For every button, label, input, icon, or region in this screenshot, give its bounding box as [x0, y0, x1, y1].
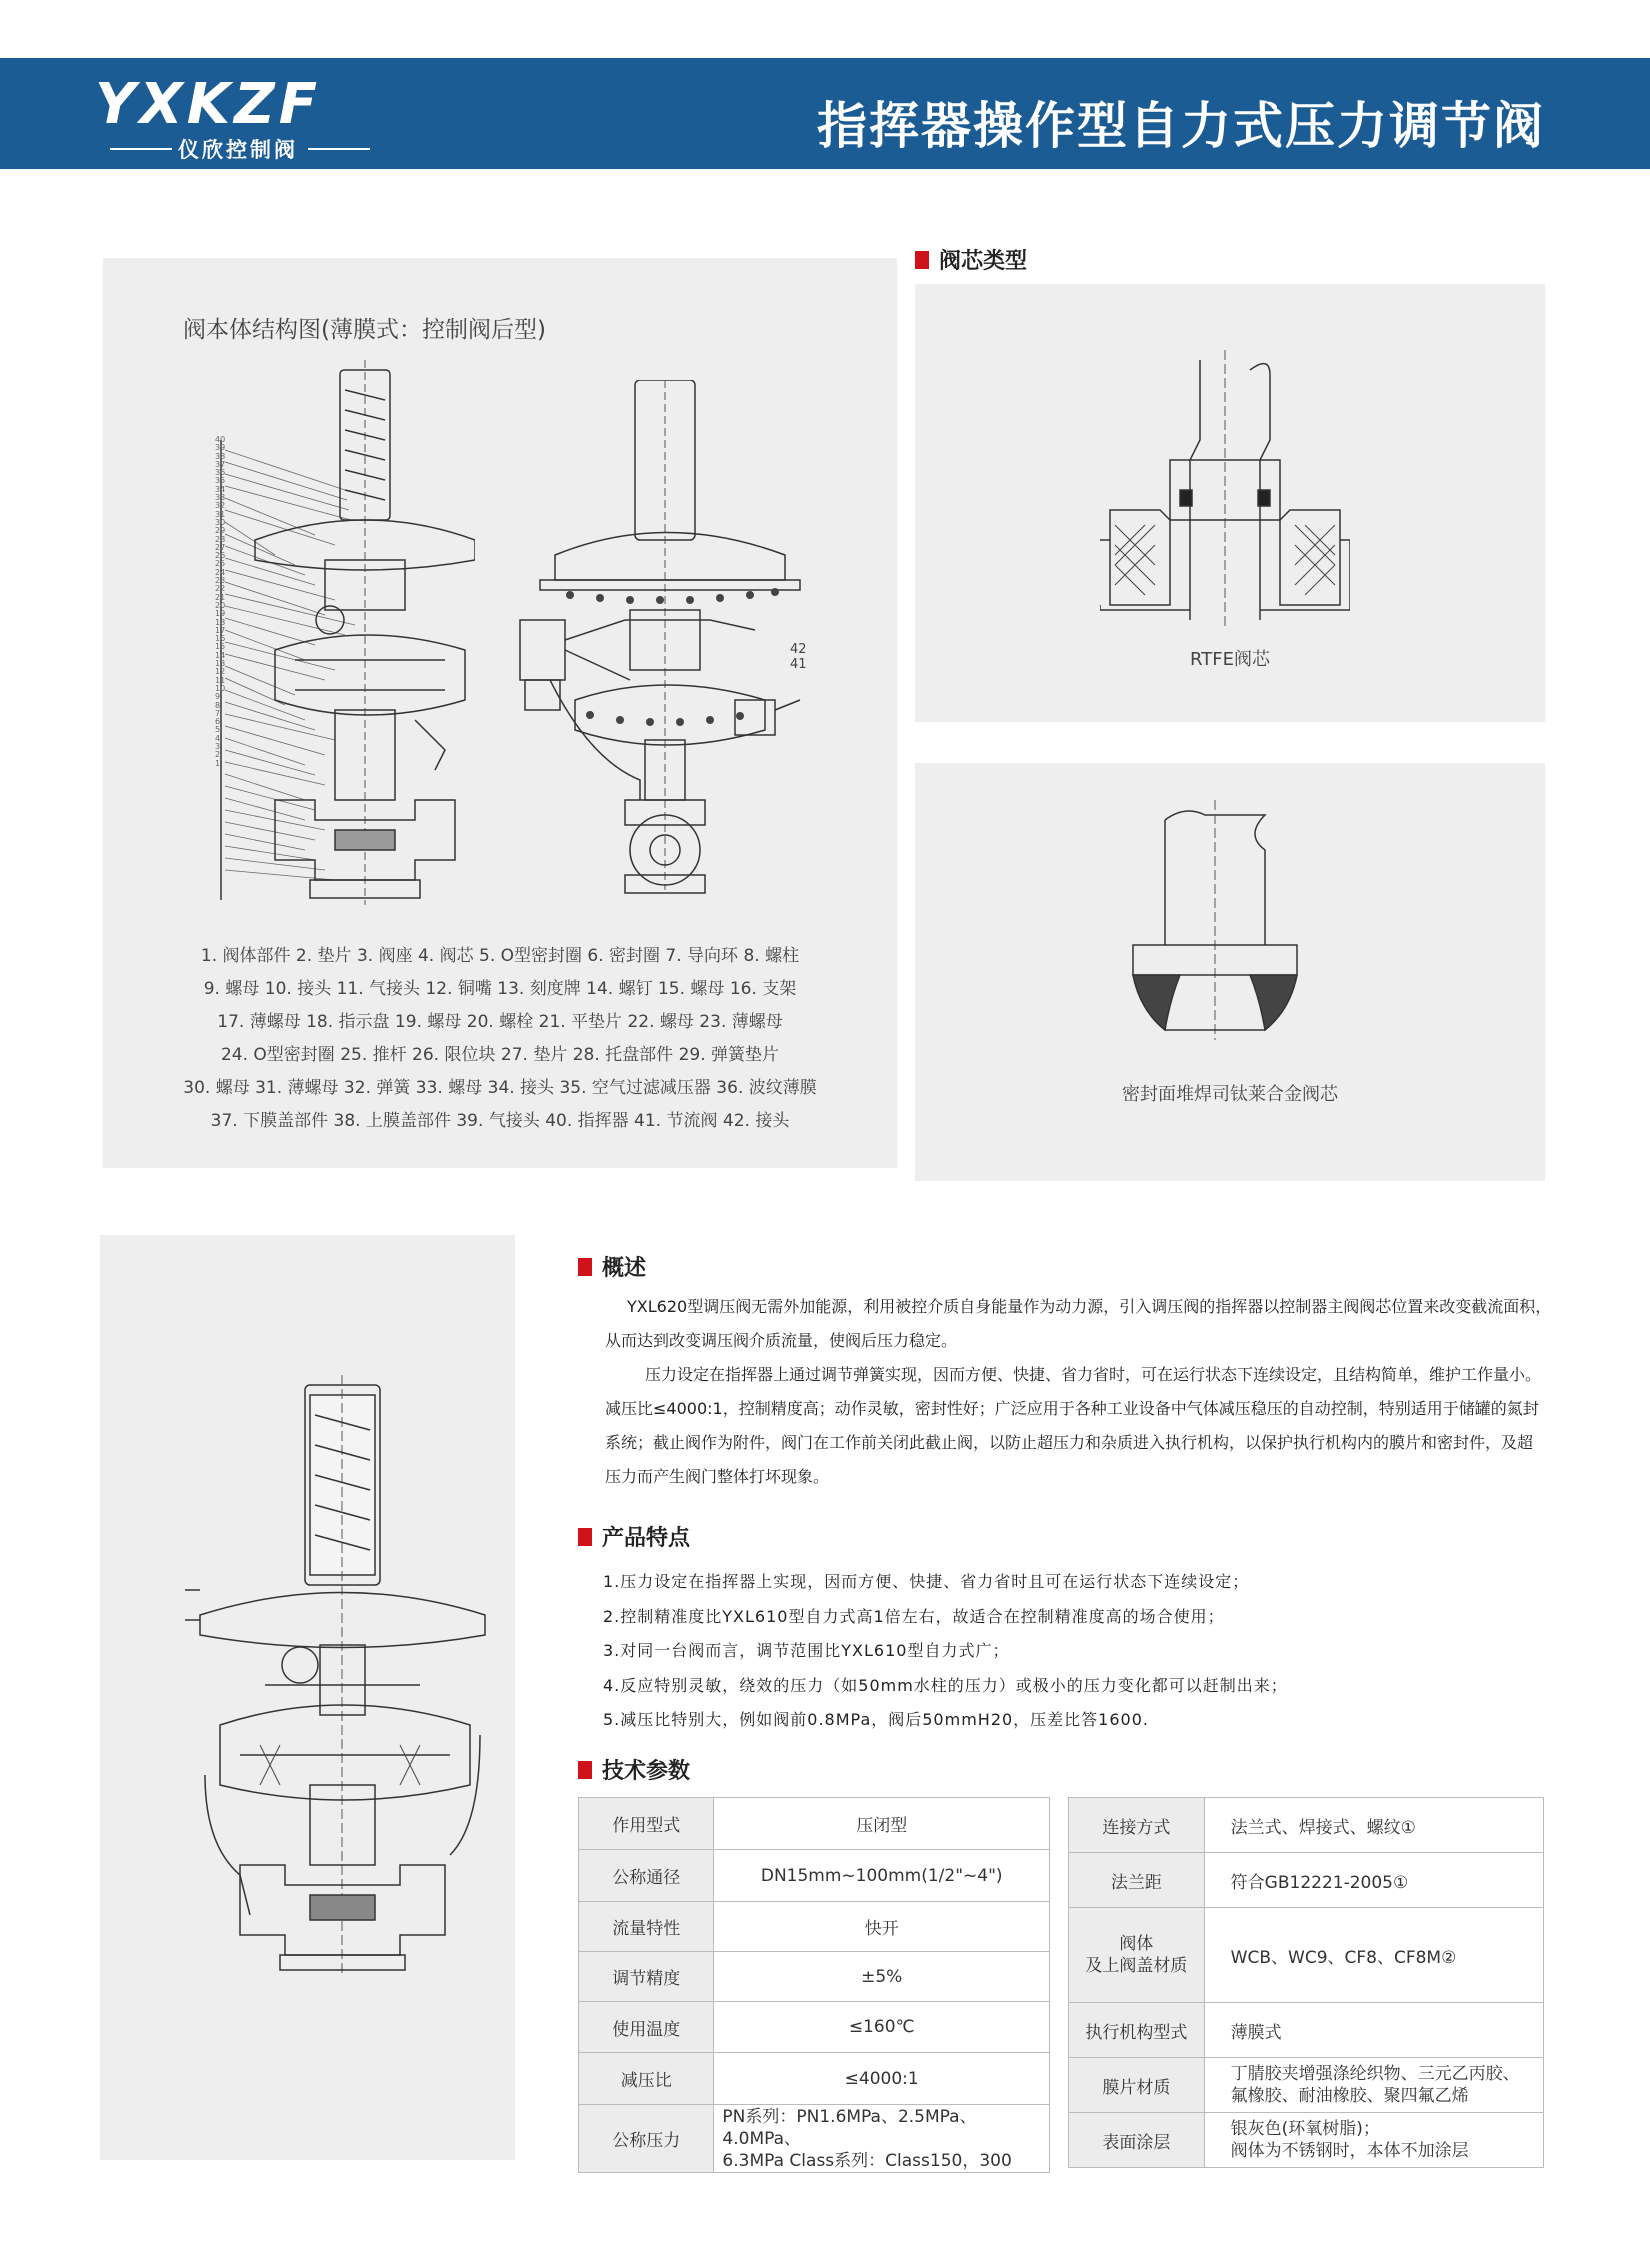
callout-41: 41	[790, 657, 807, 672]
spec-key	[1069, 1908, 1205, 2003]
overview-heading	[578, 1251, 646, 1282]
spec-key: 使用温度	[579, 2002, 714, 2053]
spec-value: 符合GB12221-2005①	[1204, 1853, 1543, 1908]
features-heading	[578, 1521, 690, 1552]
table-row	[579, 2105, 1050, 2173]
section-marker	[578, 1258, 592, 1276]
valve-core-title: 阀芯类型	[939, 249, 1028, 274]
spec-value	[1204, 2113, 1543, 2168]
parts-line: 37. 下膜盖部件 38. 上膜盖部件 39. 气接头 40. 指挥器 41. 节流阀 42. 接头	[210, 1111, 790, 1131]
spec-value: ≤4000:1	[714, 2053, 1050, 2105]
feature-item: 1.压力设定在指挥器上实现，因而方便、快捷、省力省时且可在运行状态下连续设定；	[603, 1572, 1250, 1591]
features-list	[603, 1565, 1553, 1738]
table-row	[1069, 1798, 1544, 1853]
spec-key: 法兰距	[1069, 1853, 1205, 1908]
parts-line: 24. O型密封圈 25. 推杆 26. 限位块 27. 垫片 28. 托盘部件 29. 弹簧垫片	[220, 1045, 780, 1065]
external-view-drawing	[510, 380, 830, 900]
table-row	[579, 2002, 1050, 2053]
spec-value: DN15mm~100mm(1/2"~4")	[714, 1850, 1050, 1902]
structure-title: 阀本体结构图(薄膜式：控制阀后型)	[183, 317, 546, 343]
section-marker	[578, 1528, 592, 1546]
spec-value: 法兰式、焊接式、螺纹①	[1204, 1798, 1543, 1853]
rtfe-core-drawing	[1100, 350, 1350, 630]
spec-key: 连接方式	[1069, 1798, 1205, 1853]
table-row	[579, 1902, 1050, 1952]
spec-key: 公称通径	[579, 1850, 714, 1902]
overview-text	[605, 1290, 1555, 1494]
table-row	[1069, 1853, 1544, 1908]
spec-value-line: 氟橡胶、耐油橡胶、聚四氟乙烯	[1230, 2086, 1469, 2106]
table-row	[1069, 2003, 1544, 2058]
spec-value: 快开	[714, 1902, 1050, 1952]
feature-item: 2.控制精准度比YXL610型自力式高1倍左右，故适合在控制精准度高的场合使用；	[603, 1606, 1225, 1626]
tech-title: 技术参数	[602, 1759, 691, 1784]
table-row	[579, 1952, 1050, 2002]
valve-section-drawing	[180, 1375, 500, 1975]
overview-line: 压力设定在指挥器上通过调节弹簧实现，因而方便、快捷、省力省时，可在运行状态下连续设定，且结构简单，维护工作量小。	[645, 1365, 1542, 1384]
page-title: 指挥器操作型自力式压力调节阀	[817, 97, 1545, 155]
stellite-core-drawing	[1125, 800, 1325, 1050]
spec-key-line: 及上阀盖材质	[1085, 1956, 1188, 1976]
spec-value: ≤160℃	[714, 2002, 1050, 2053]
spec-value-line: PN系列：PN1.6MPa、2.5MPa、4.0MPa、	[722, 2106, 977, 2149]
spec-value: 压闭型	[714, 1798, 1050, 1850]
table-row	[1069, 2058, 1544, 2113]
overview-line: 减压比≤4000:1，控制精度高；动作灵敏，密封性好；广泛应用于各种工业设备中气体减压稳压的自动控制，特别适用于储罐的氮封	[605, 1399, 1539, 1418]
spec-value-line: 阀体为不锈钢时，本体不加涂层	[1230, 2141, 1469, 2161]
spec-table-left	[578, 1797, 1050, 2173]
spec-value: WCB、WC9、CF8、CF8M②	[1204, 1908, 1543, 2003]
table-row	[579, 1850, 1050, 1902]
sectional-view-drawing	[215, 360, 475, 915]
spec-value-line: 6.3MPa Class系列：Class150，300	[722, 2150, 1012, 2171]
table-row	[1069, 1908, 1544, 2003]
overview-line: YXL620型调压阀无需外加能源，利用被控介质自身能量作为动力源，引入调压阀的指挥器以控制器主阀阀芯位置来改变截流面积，	[627, 1297, 1552, 1316]
spec-key: 调节精度	[579, 1952, 714, 2002]
stellite-core-caption: 密封面堆焊司钛莱合金阀芯	[1122, 1084, 1338, 1105]
parts-line: 17. 薄螺母 18. 指示盘 19. 螺母 20. 螺栓 21. 平垫片 22. 螺母 23. 薄螺母	[217, 1012, 783, 1032]
spec-value	[714, 2105, 1050, 2173]
spec-key: 公称压力	[579, 2105, 714, 2173]
overview-line: 从而达到改变调压阀介质流量，使阀后压力稳定。	[605, 1331, 958, 1350]
callout-42: 42	[790, 642, 807, 657]
spec-value	[1204, 2058, 1543, 2113]
logo: YXKZF	[95, 72, 321, 137]
rtfe-core-caption: RTFE阀芯	[1190, 649, 1270, 670]
spec-key: 膜片材质	[1069, 2058, 1205, 2113]
spec-value-line: 丁腈胶夹增强涤纶织物、三元乙丙胶、	[1230, 2064, 1520, 2084]
logo-line-left	[110, 148, 172, 150]
parts-line: 9. 螺母 10. 接头 11. 气接头 12. 铜嘴 13. 刻度牌 14. 螺钉 15. 螺母 16. 支架	[203, 979, 797, 999]
feature-item: 4.反应特别灵敏，绕效的压力（如50mm水柱的压力）或极小的压力变化都可以赶制出来；	[603, 1675, 1288, 1695]
section-marker	[578, 1761, 592, 1779]
spec-key: 流量特性	[579, 1902, 714, 1952]
feature-item: 3.对同一台阀而言，调节范围比YXL610型自力式广；	[603, 1641, 1010, 1660]
table-row	[579, 1798, 1050, 1850]
overview-line: 压力而产生阀门整体打坏现象。	[605, 1467, 830, 1486]
spec-key-line: 阀体	[1119, 1934, 1154, 1954]
spec-table-right	[1068, 1797, 1544, 2168]
spec-key: 执行机构型式	[1069, 2003, 1205, 2058]
spec-key: 减压比	[579, 2053, 714, 2105]
tech-heading	[578, 1754, 690, 1785]
logo-subtitle: 仪欣控制阀	[178, 138, 298, 162]
overview-line: 系统；截止阀作为附件，阀门在工作前关闭此截止阀，以防止超压力和杂质进入执行机构，以保护执行机构内的膜片和密封件，及超	[605, 1433, 1534, 1452]
table-row	[579, 2053, 1050, 2105]
parts-line: 30. 螺母 31. 薄螺母 32. 弹簧 33. 螺母 34. 接头 35. 空气过滤减压器 36. 波纹薄膜	[183, 1078, 817, 1098]
parts-list	[103, 940, 897, 1138]
table-row	[1069, 2113, 1544, 2168]
feature-item: 5.减压比特别大，例如阀前0.8MPa，阀后50mmH20，压差比答1600.	[603, 1710, 1149, 1729]
spec-value: ±5%	[714, 1952, 1050, 2002]
features-title: 产品特点	[602, 1526, 691, 1551]
parts-line: 1. 阀体部件 2. 垫片 3. 阀座 4. 阀芯 5. O型密封圈 6. 密封圈 7. 导向环 8. 螺柱	[200, 946, 800, 966]
spec-key: 作用型式	[579, 1798, 714, 1850]
overview-title: 概述	[602, 1256, 647, 1281]
section-marker	[915, 251, 929, 269]
spec-value: 薄膜式	[1204, 2003, 1543, 2058]
index-number-column: 40 39 38 37 36 35 34 33 32 31 30 29 28 27 26 25 24 23 22 21 20 19 18 17 16 15 14 13 12 11 10 9 8 7 6 5 4 3 2 1	[215, 435, 226, 768]
spec-key: 表面涂层	[1069, 2113, 1205, 2168]
logo-line-right	[308, 148, 370, 150]
spec-value-line: 银灰色(环氧树脂)；	[1230, 2119, 1380, 2139]
valve-core-heading	[915, 244, 1027, 275]
